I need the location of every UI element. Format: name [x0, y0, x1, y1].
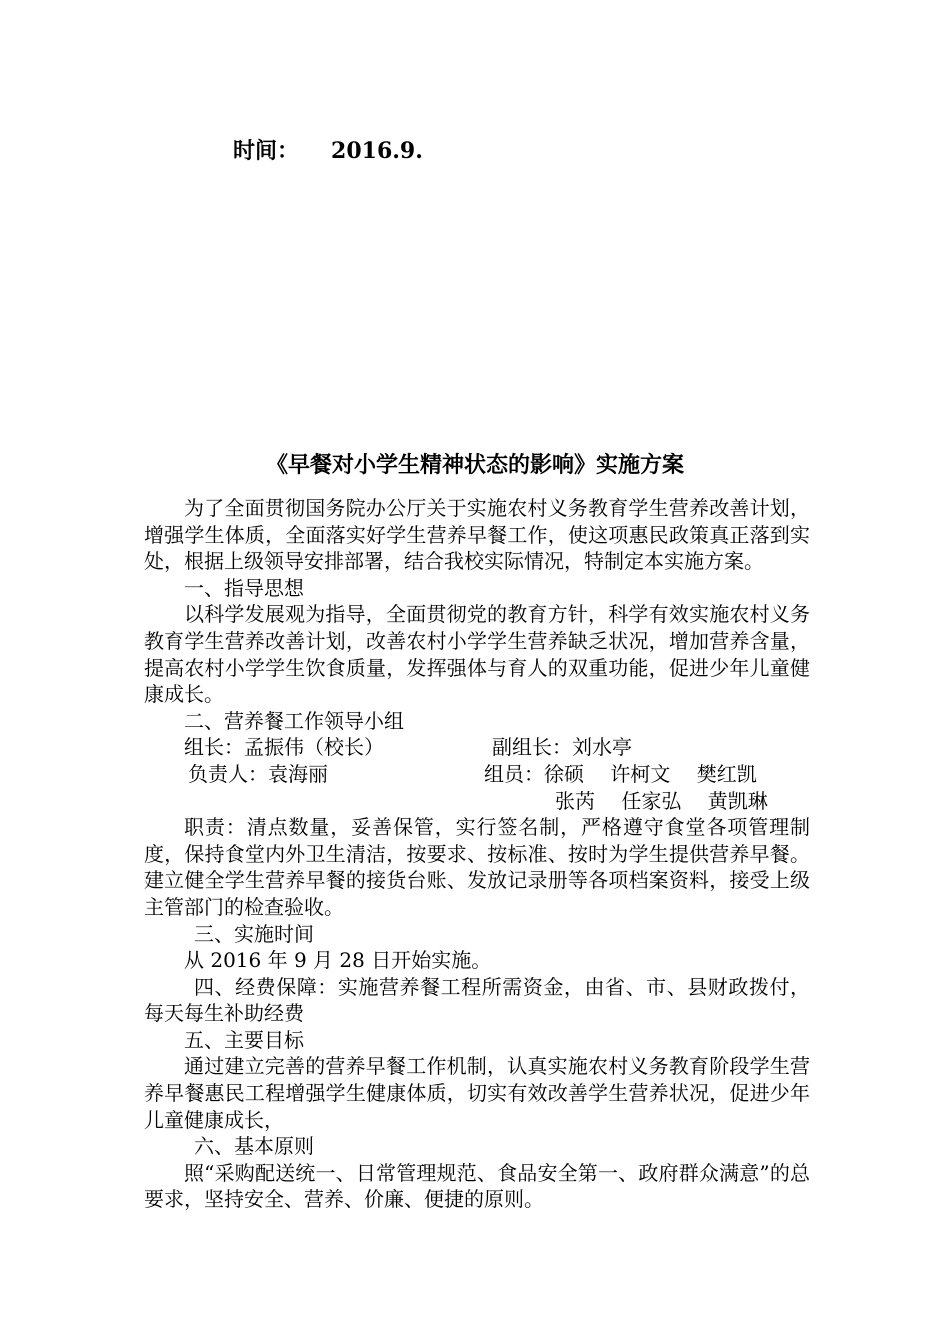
section3-paragraph: 从 2016 年 9 月 28 日开始实施。 [184, 948, 492, 973]
date-value: 2016.9. [331, 138, 423, 164]
duties-paragraph: 职责：清点数量，妥善保管，实行签名制，严格遵守食堂各项管理制度，保持食堂内外卫生清洁，按要求、按标准、按时为学生提供营养早餐。建立健全学生营养早餐的接货台账、发放记录册等各项档案资料，接受上级主管部门的检查验收。 [144, 815, 810, 919]
members-row [144, 788, 810, 815]
leader-text: 组长：孟振伟（校长） [184, 735, 384, 760]
section6-paragraph: 照“采购配送统一、日常管理规范、食品安全第一、政府群众满意”的总要求，坚持安全、营养、价廉、便捷的原则。 [144, 1160, 810, 1212]
section1-heading: 一、指导思想 [184, 575, 304, 600]
section2-heading: 二、营养餐工作领导小组 [184, 708, 404, 733]
date-line [233, 136, 423, 166]
intro-paragraph: 为了全面贯彻国务院办公厅关于实施农村义务教育学生营养改善计划，增强学生体质，全面落实好学生营养早餐工作，使这项惠民政策真正落到实处，根据上级领导安排部署，结合我校实际情况，特制定本实施方案。 [144, 496, 810, 574]
section1-paragraph: 以科学发展观为指导，全面贯彻党的教育方针，科学有效实施农村义务教育学生营养改善计划，改善农村小学学生营养缺乏状况，增加营养含量，提高农村小学学生饮食质量，发挥强体与育人的双重功能，促进少年儿童健康成长。 [144, 602, 810, 707]
section4-paragraph: 四、经费保障：实施营养餐工程所需资金，由省、市、县财政拨付，每天每生补助经费 [144, 974, 810, 1026]
document-body [144, 495, 810, 1213]
vice-leader-text: 副组长：刘水亭 [492, 735, 632, 760]
section5-heading: 五、主要目标 [184, 1027, 304, 1052]
members-text-1: 组员：徐硕 许柯文 樊红凯 [484, 761, 757, 786]
document-title: 《早餐对小学生精神状态的影响》实施方案 [265, 452, 684, 478]
section6-heading: 六、基本原则 [194, 1134, 314, 1159]
section3-heading: 三、实施时间 [194, 921, 314, 946]
responsible-text: 负责人：袁海丽 [188, 761, 328, 786]
leader-row [144, 734, 810, 761]
section5-paragraph: 通过建立完善的营养早餐工作机制，认真实施农村义务教育阶段学生营养早餐惠民工程增强学生健康体质，切实有效改善学生营养状况，促进少年儿童健康成长， [144, 1054, 810, 1132]
responsible-row [144, 761, 810, 788]
members-text-2: 张芮 任家弘 黄凯琳 [555, 788, 768, 813]
date-label: 时间： [233, 138, 300, 164]
